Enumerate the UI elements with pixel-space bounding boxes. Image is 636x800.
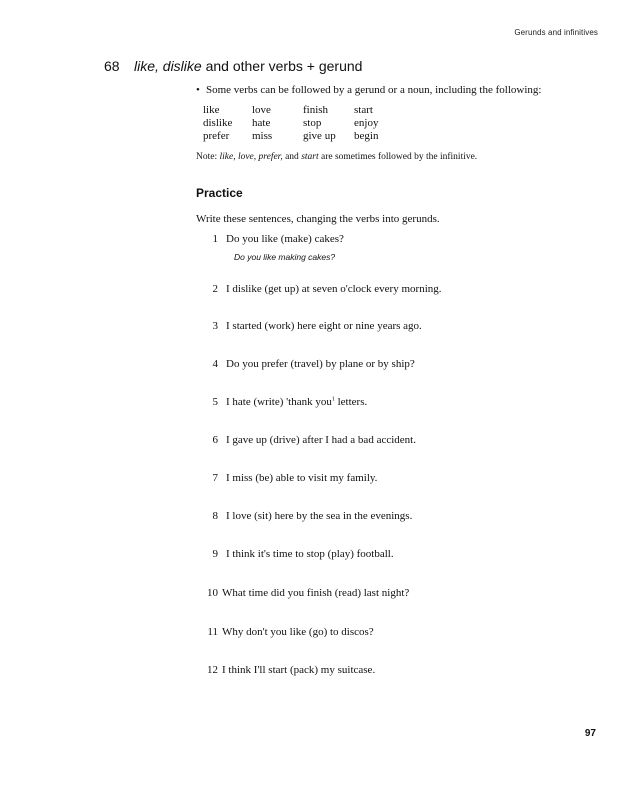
exercise-item [196,548,596,560]
unit-title-rest: and other verbs + gerund [201,58,363,74]
exercise-text: I dislike (get up) at seven o'clock every morning. [226,283,442,295]
exercise-item [196,434,596,446]
exercise-number: 2 [212,283,218,295]
verb-cell: start [354,104,373,116]
exercise-text: I think I'll start (pack) my suitcase. [222,664,376,676]
exercise-superscript: 1 [331,396,335,403]
verb-table-row [203,130,394,143]
note-italic-verb: start [301,152,319,162]
verb-cell: give up [303,130,336,142]
note-middle: and [282,152,302,162]
running-head: Gerunds and infinitives [514,28,598,37]
example-answer: Do you like making cakes? [234,252,336,262]
exercise-number: 9 [212,548,218,560]
note-italic-verbs: like, love, prefer, [219,152,283,162]
practice-heading: Practice [196,186,243,200]
unit-number: 68 [104,58,120,74]
verb-cell: prefer [203,130,230,142]
exercise-number: 3 [212,320,218,332]
verb-cell: love [252,104,271,116]
exercise-item [196,233,596,245]
exercise-item [196,510,596,522]
exercise-number: 6 [212,434,218,446]
verb-table-row [203,104,394,117]
exercise-text: What time did you finish (read) last night? [222,587,410,599]
page-number: 97 [584,728,596,739]
exercise-text: Do you prefer (travel) by plane or by ship? [226,358,415,370]
exercise-number: 10 [207,587,218,599]
unit-heading [104,58,362,74]
exercise-text: Do you like (make) cakes? [226,233,344,245]
exercise-number: 12 [207,664,218,676]
exercise-number: 1 [212,233,218,245]
note-rest: are sometimes followed by the infinitive. [318,152,478,162]
exercise-text: I hate (write) 'thank you [226,396,332,408]
bullet-icon: • [196,84,200,96]
exercise-item [196,358,596,370]
exercise-number: 4 [212,358,218,370]
exercise-item [196,664,596,676]
note-label: Note: [196,152,220,162]
exercise-item [196,472,596,484]
exercise-item [196,396,596,408]
intro-bullet-point [196,84,541,96]
verb-cell: miss [252,130,273,142]
practice-instruction: Write these sentences, changing the verbs into gerunds. [196,213,440,225]
exercise-text: I miss (be) able to visit my family. [226,472,378,484]
exercise-text: Why don't you like (go) to discos? [222,626,374,638]
note [196,152,477,162]
exercise-text: I gave up (drive) after I had a bad accident. [226,434,416,446]
verb-table [203,104,394,143]
exercise-text: I love (sit) here by the sea in the evenings. [226,510,413,522]
verb-cell: begin [354,130,379,142]
exercise-item [196,320,596,332]
exercise-item [196,587,596,599]
exercise-number: 5 [212,396,218,408]
verb-cell: dislike [203,117,233,129]
verb-cell: like [203,104,220,116]
unit-title-italic: like, dislike [134,58,202,74]
verb-cell: stop [303,117,322,129]
exercise-item [196,626,596,638]
exercise-number: 11 [207,626,218,638]
intro-text: Some verbs can be followed by a gerund or a noun, including the following: [206,84,542,96]
exercise-text: I started (work) here eight or nine years ago. [226,320,422,332]
exercise-number: 8 [212,510,218,522]
verb-cell: hate [252,117,271,129]
verb-cell: enjoy [354,117,379,129]
exercise-item [196,283,596,295]
verb-cell: finish [303,104,329,116]
verb-table-row [203,117,394,130]
exercise-text: I think it's time to stop (play) football. [226,548,394,560]
exercise-text-after: letters. [334,396,368,408]
exercise-number: 7 [212,472,218,484]
